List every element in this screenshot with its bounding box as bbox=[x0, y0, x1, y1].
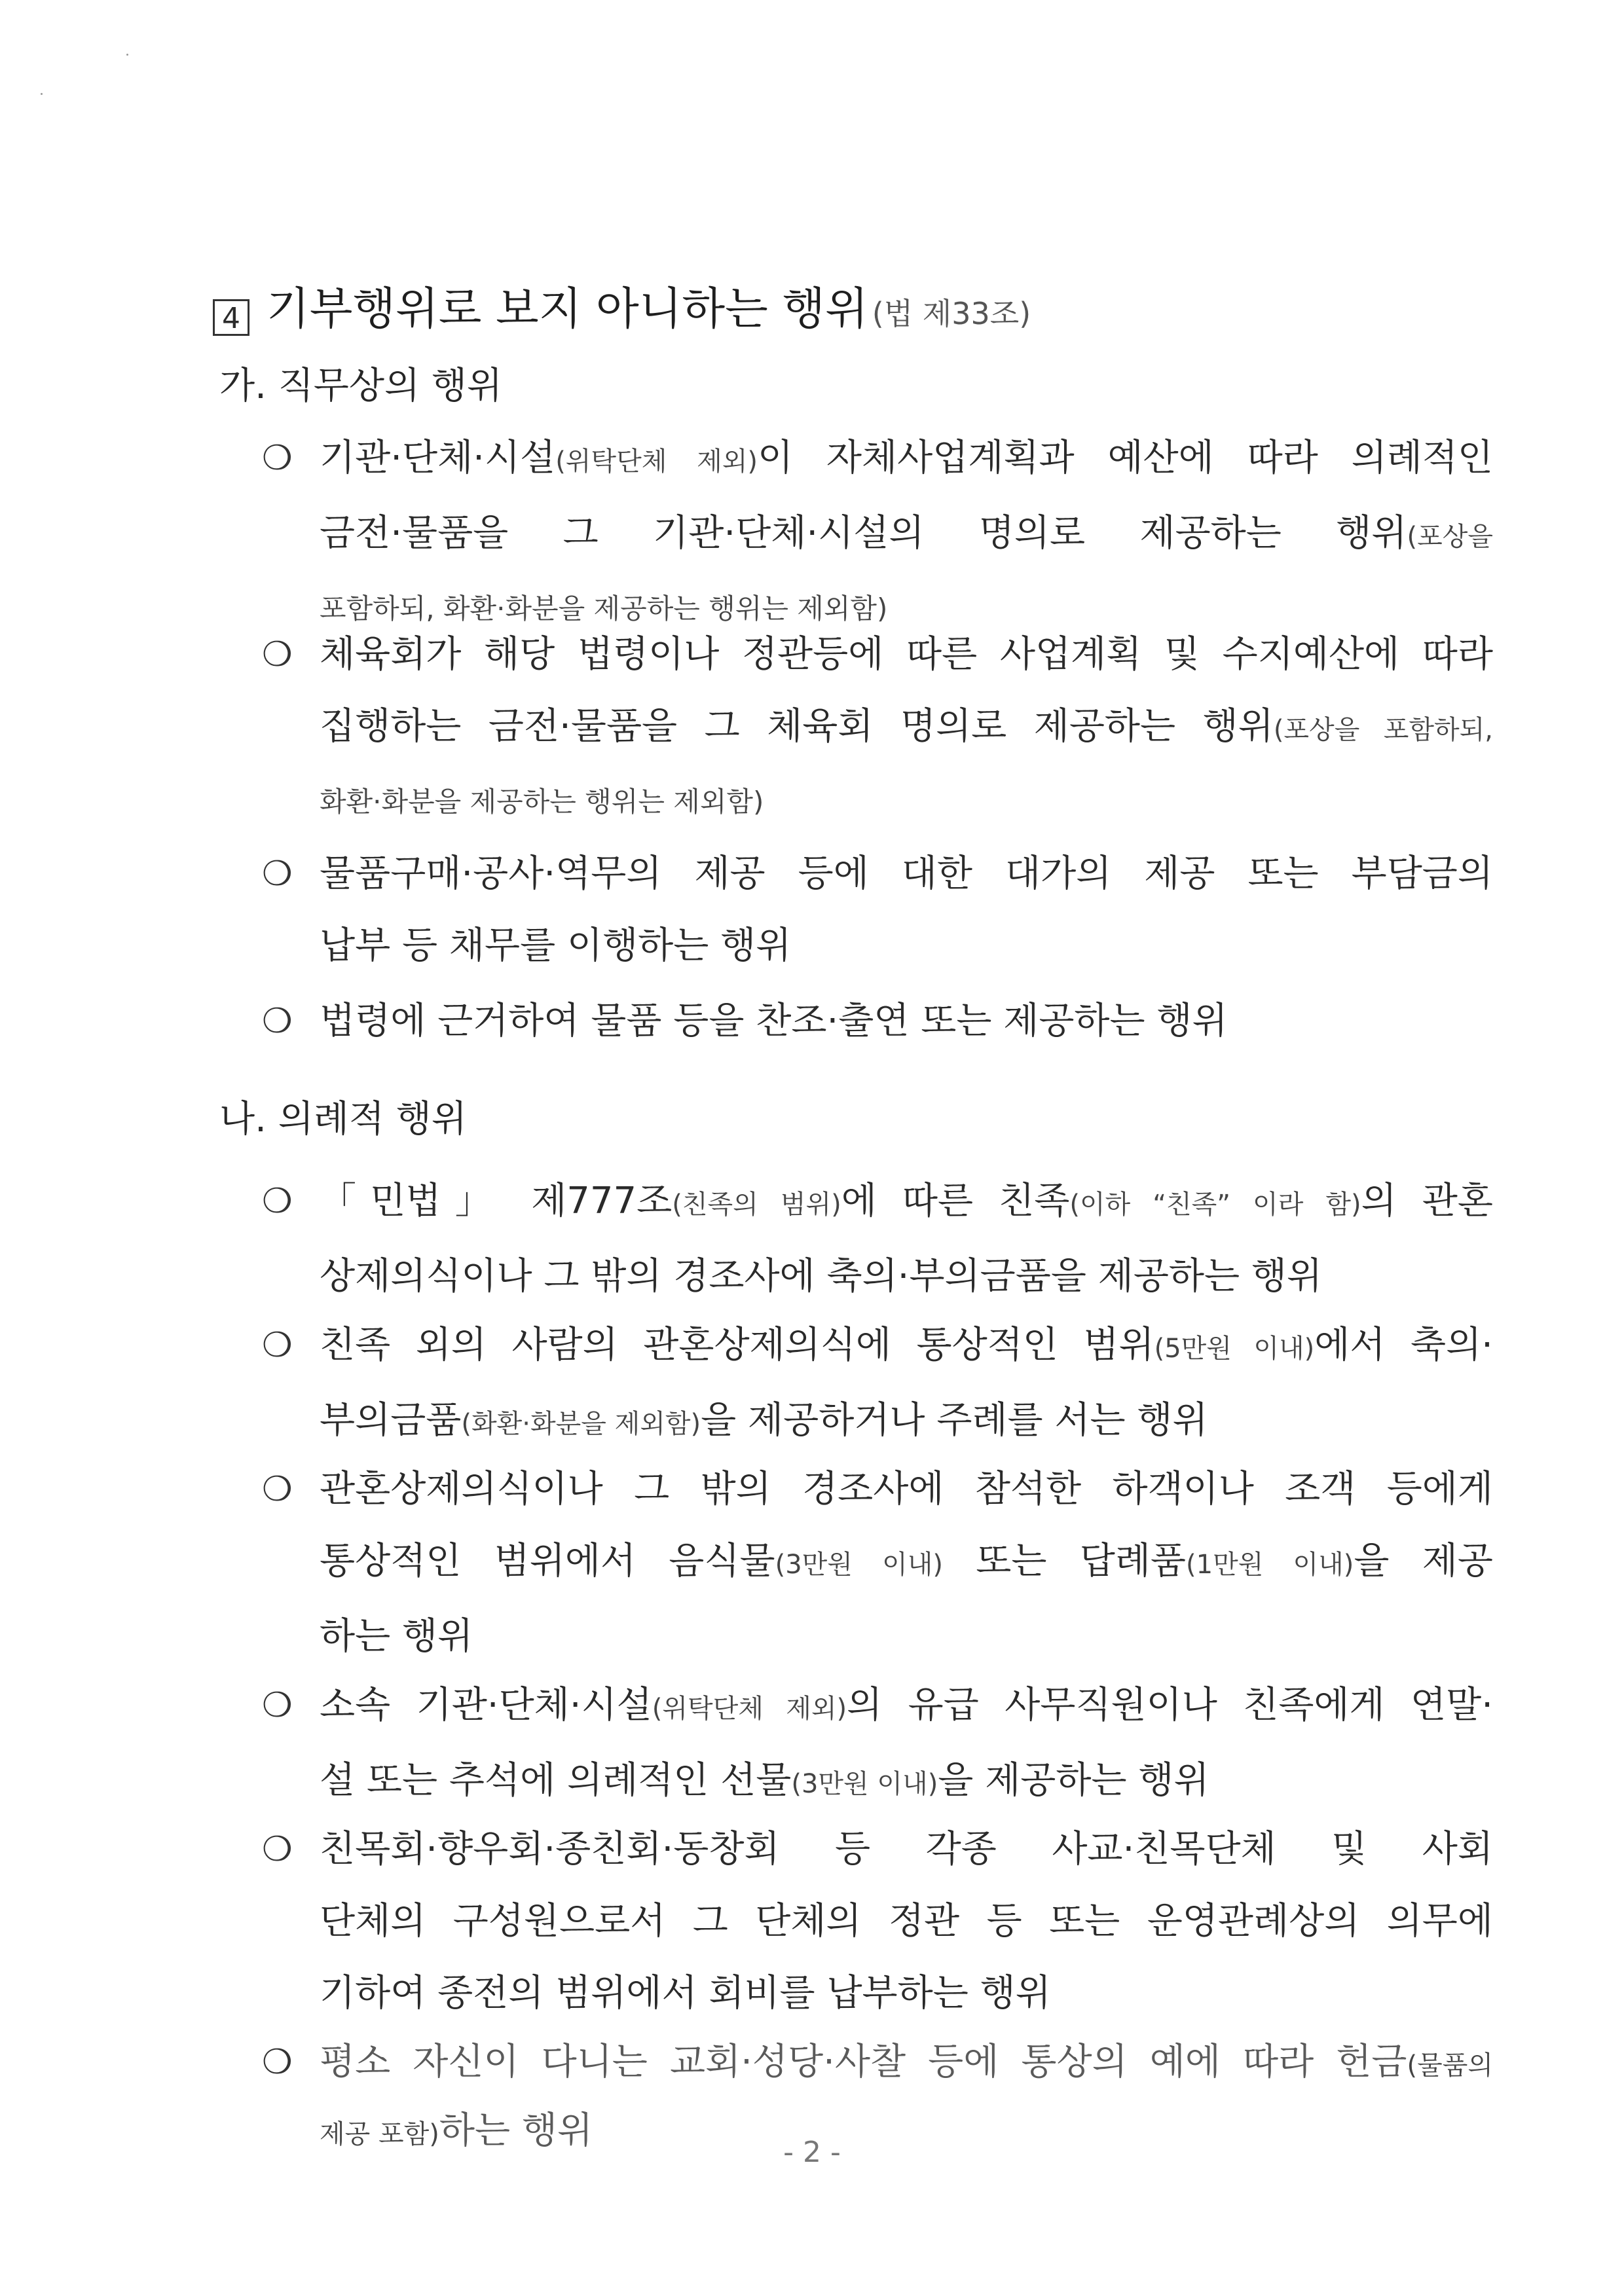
circle-bullet-icon: ❍ bbox=[262, 439, 293, 478]
page-number: - 2 - bbox=[783, 2136, 841, 2169]
list-item bbox=[262, 619, 1493, 838]
circle-bullet-icon: ❍ bbox=[262, 2043, 293, 2082]
circle-bullet-icon: ❍ bbox=[262, 1830, 293, 1869]
heading-title: 기부행위로 보지 아니하는 행위 bbox=[267, 283, 868, 335]
item-line: 체육회가 해당 법령이나 정관등에 따른 사업계획 및 수지예산에 따라 bbox=[320, 633, 1493, 676]
item-line: 금전·물품을 그 기관·단체·시설의 명의로 제공하는 행위(포상을 bbox=[320, 512, 1493, 555]
circle-bullet-icon: ❍ bbox=[262, 1470, 293, 1509]
item-line: 소속 기관·단체·시설(위탁단체 제외)의 유급 사무직원이나 친족에게 연말· bbox=[320, 1684, 1494, 1726]
item-line: 기하여 종전의 범위에서 회비를 납부하는 행위 bbox=[320, 1972, 1051, 2014]
item-line: 설 또는 추석에 의례적인 선물(3만원 이내)을 제공하는 행위 bbox=[320, 1759, 1209, 1802]
list-item bbox=[262, 985, 1493, 1057]
item-line: 관혼상제의식이나 그 밖의 경조사에 참석한 하객이나 조객 등에게 bbox=[320, 1468, 1493, 1510]
item-line: 기관·단체·시설(위탁단체 제외)이 자체사업계획과 예산에 따라 의례적인 bbox=[320, 437, 1493, 479]
circle-bullet-icon: ❍ bbox=[262, 854, 293, 894]
circle-bullet-icon: ❍ bbox=[262, 1002, 293, 1041]
item-line: 통상적인 범위에서 음식물(3만원 이내) 또는 답례품(1만원 이내)을 제공 bbox=[320, 1540, 1493, 1582]
subsection-title-ga: 가. 직무상의 행위 bbox=[219, 365, 503, 407]
scan-speck bbox=[126, 54, 128, 56]
item-line: 「민법」 제777조(친족의 범위)에 따른 친족(이하 “친족” 이라 함)의 관혼 bbox=[320, 1180, 1493, 1222]
list-item bbox=[262, 422, 1493, 645]
item-line: 친목회·향우회·종친회·동창회 등 각종 사교·친목단체 및 사회 bbox=[320, 1828, 1493, 1870]
circle-bullet-icon: ❍ bbox=[262, 1182, 293, 1221]
item-line: 상제의식이나 그 밖의 경조사에 축의·부의금품을 제공하는 행위 bbox=[320, 1255, 1323, 1298]
item-line: 하는 행위 bbox=[320, 1615, 473, 1658]
circle-bullet-icon: ❍ bbox=[262, 1326, 293, 1365]
item-line: 납부 등 채무를 이행하는 행위 bbox=[320, 924, 792, 967]
item-line: 물품구매·공사·역무의 제공 등에 대한 대가의 제공 또는 부담금의 bbox=[320, 852, 1493, 895]
list-item bbox=[262, 1813, 1493, 2030]
item-line: 단체의 구성원으로서 그 단체의 정관 등 또는 운영관례상의 의무에 bbox=[320, 1900, 1493, 1942]
heading-number-box: 4 bbox=[213, 299, 249, 336]
item-line: 포함하되, 화환·화분을 제공하는 행위는 제외함) bbox=[320, 592, 888, 625]
item-line: 집행하는 금전·물품을 그 체육회 명의로 제공하는 행위(포상을 포함하되, bbox=[320, 705, 1494, 748]
item-line: 평소 자신이 다니는 교회·성당·사찰 등에 통상의 예에 따라 헌금(물품의 bbox=[320, 2041, 1493, 2083]
item-line: 화환·화분을 제공하는 행위는 제외함) bbox=[320, 786, 764, 818]
item-line: 친족 외의 사람의 관혼상제의식에 통상적인 범위(5만원 이내)에서 축의· bbox=[320, 1324, 1493, 1366]
subsection-title-na: 나. 의례적 행위 bbox=[219, 1098, 467, 1140]
list-item bbox=[262, 1669, 1493, 1820]
circle-bullet-icon: ❍ bbox=[262, 635, 293, 674]
item-line: 부의금품(화환·화분을 제외함)을 제공하거나 주례를 서는 행위 bbox=[320, 1399, 1208, 1442]
list-item bbox=[262, 1165, 1493, 1313]
list-item bbox=[262, 1453, 1493, 1673]
section-heading bbox=[213, 274, 1522, 337]
circle-bullet-icon: ❍ bbox=[262, 1686, 293, 1725]
list-item bbox=[262, 1309, 1493, 1460]
heading-reference: (법 제33조) bbox=[872, 296, 1031, 331]
scan-speck bbox=[41, 93, 43, 95]
list-item bbox=[262, 838, 1493, 982]
item-line: 법령에 근거하여 물품 등을 찬조·출연 또는 제공하는 행위 bbox=[320, 1000, 1228, 1042]
item-line: 제공 포함)하는 행위 bbox=[320, 2109, 593, 2152]
